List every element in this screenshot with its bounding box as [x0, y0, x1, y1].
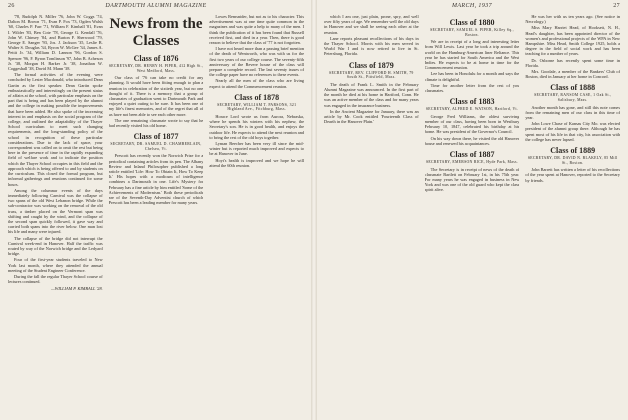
class-secretary: SECRETARY, REV. CLIFFORD H. SMITH, 79 South St., Pittsfield, Mass. — [329, 70, 414, 80]
paragraph: In the Ancient Magazine for January, there was an article by Mr. Cook entitled 'Fourteenth Class of Dearth in the Hanover Plain.' — [324, 108, 419, 125]
paragraph: '78, Rudolph N. Miller '76, John W. Coggs '74, Dalton M. Brown '71, Evan P. Fox '73, Ogden Walsh '60, Charles P. Farr '71, William F. Kimball '81, Evan I. Wilder '83, Ben Cote '78, George G. Kendall '76, John W. Chinsey '84, and Burton F. Sherwood '79, George E. Sanger '93, Jos. J. Jackson '35, Leslie B. Walter S. Douglas '34, Byron W. McGee '34, James A. Pettit Jr. '34, William D. Lannon '96, Gordon S. Spencer '96, F. Byron Tomlinson '97, John B. Acheson Jr. '38, Morgan H. Barker Jr. '38, Jonathan W. Coggeshall '38, David M. Mann '38. — [8, 14, 103, 72]
right-running-head — [324, 3, 620, 13]
left-column-1 — [8, 14, 103, 418]
paragraph: We are in receipt of a long and interesting letter from Will Lewis. Last year he took a trip around the world on the Hamburg-American liner Reliance. This year he has started for South America and the West Indies. He expects to be at home in time for the Commencement reunion. — [424, 39, 520, 71]
paragraph: Among the columnar events of the days immediately following Carnival was the collapse of two spans of the old West Lebanon bridge. While the sub-contractor was working on the removal of the old truss, a timber placed on the Vermont span was shifting and caught by the wind, and the collapse of the second span quickly followed, it gave way and carried both spans into the river below. One man lost his life and many were injured. — [8, 187, 103, 235]
left-running-head — [8, 3, 304, 13]
paragraph: The collapse of the bridge did not interrupt the Carnival week-end in Hanover. Half the traffic was routed by way of the Norwich bridge and the Ledyard bridge. — [8, 235, 103, 257]
paragraph: The formal activities of the evening were concluded by Lester Macdonald, who introduced Dean Gartin as the first speaker. Dean Gartin spoke enthusiastically and interestingly on the present status of affairs at the school, with particular emphasis on the part that is being and has been played by the alumni and the college in making possible the improvements that have been added. He also spoke of the increasing interest in and emphasis on the social program of the college, and outlined the adaptability of the Thayer School curriculum to meet such changing requirements, and the long-standing policy of the school in recognition of these particular considerations. Due to the lack of space, your correspondent was called on to omit the rest but being here in the presence of time in the rapidly expanding field of welfare work and to indicate the position which the Thayer School occupies in this field and the approach which is being offered to and by students on the curriculum. This closed the formal program, but informal gatherings and reunions continued for some hours. — [8, 72, 103, 187]
class-secretary: SECRETARY, WILLIAM T. PARSONS, 321 Highland Ave., Fitchburg, Mass. — [217, 102, 297, 112]
class-secretary: SECRETARY, ALFRED E. WATSON, Hartford, Vt. — [425, 107, 519, 112]
paragraph: The death of Frank L. Smith in the February Alumni Magazine was announced. In the first part of the month he died at his home in Hartford, Conn. He was an active member of the class and for many years was engaged in the insurance business. — [324, 81, 419, 108]
class-heading: Class of 1877 — [133, 132, 179, 142]
paragraph: Dr. Osborne has recently spent some time in Florida. — [525, 57, 621, 68]
class-heading: Class of 1889 — [550, 146, 596, 156]
paragraph: On his way down there, he visited the old Hanover house and renewed his acquaintances. — [424, 135, 520, 146]
paragraph: George Fred Williams, the oldest surviving member of our class, having been born in Westbury February 10, 1847, celebrated his birthday at his home. He was president of the Governor's Council. — [424, 113, 520, 135]
paragraph: Mrs. Goodale, a member of the Bankers' Club of Boston, died in January at her home in Concord. — [525, 69, 621, 80]
class-secretary: SECRETARY, DR. DAVID N. BLAKELY, 85 Mill St., Boston. — [527, 156, 618, 165]
class-heading: Class of 1887 — [449, 150, 495, 160]
paragraph: Nearly all the men of the class who are living expect to attend the Commencement reunion. — [209, 78, 305, 89]
right-page — [316, 0, 628, 420]
paragraph: Four of the first-year students traveled to New York last month, where they attended the annual meeting of the Student Engineer Conference. — [8, 257, 103, 273]
signature: —WILLIAM P. KIMBALL '28. — [50, 286, 103, 292]
paragraph: Time for another letter from the rest of you classmates. — [424, 82, 520, 94]
class-heading: Class of 1878 — [234, 92, 280, 102]
class-secretary: SECRETARY, DR. SAMUEL D. CHAMBERLAIN, Chelsea, Vt. — [110, 142, 202, 151]
left-running-title: DARTMOUTH ALUMNI MAGAZINE — [105, 3, 207, 9]
right-column-2 — [425, 14, 520, 418]
paragraph: Lee has been in Honolulu for a month and says the climate is delightful. — [424, 71, 520, 82]
class-heading: Class of 1888 — [550, 83, 596, 93]
class-secretary: SECRETARY, SAMUEL S. PIPER, Killey Sq., Boston. — [430, 28, 514, 37]
class-heading: Class of 1880 — [449, 18, 495, 27]
paragraph: The Secretary is in receipt of news of the death of classmate Bartlett on February 1st, in his 75th year. For many years he was engaged in business in New York and was one of the old guard who kept the class spirit alive. — [424, 166, 520, 193]
left-column-2 — [109, 14, 204, 418]
section-title: News from the Classes — [109, 16, 203, 49]
paragraph: Our class of '76 can take no credit for any planning. It would have been fitting enough to plan a reunion in celebration of the sixtieth year, but no one thought of it. There is a memory that a group of classmates of graduation went to Dartmouth Park and enjoyed a quiet outing to be sure. It has been one of my life's finest memories, and of the regret that all of us have not been able to see each other more. — [108, 75, 204, 117]
paragraph: I have not heard more than a passing brief mention of the death of Wentworth, who was with us for the first two years of our college course. The seventy-fifth anniversary of the Revere house of the class will prepare a complete record. The last seventy issues of the college paper have no references to these events. — [209, 46, 305, 78]
paragraph: Prescott has recently won the Norwich Prize for a periodical containing articles from its pen. The Albany Review and Inland Philosopher published a long article entitled 'Life: How To Obtain It, How To Keep It.' His hopes with a modicum of intelligence combines a Dartmouth in one. Life's Mystery for February has a fine article by him entitled 'Some of the Achievements of Modernism.' Both these periodicals are of the Seventh-Day Adventist church of which Prescott has been a leading member for many years. — [108, 153, 204, 206]
paragraph: Lyman Beecher has been very ill since the mid-winter but is reported much improved and expects to be at Hanover in June. — [209, 141, 305, 157]
left-page — [0, 0, 312, 420]
right-page-number: 27 — [613, 3, 620, 9]
class-secretary: SECRETARY, DR. HENRY H. PIPER, 412 High St., West Medford, Mass. — [108, 64, 204, 73]
paragraph: During the fall the regular Thayer School course of lectures continued. — [8, 273, 103, 285]
left-page-number: 26 — [8, 3, 15, 9]
paragraph: Horace Lord wrote us from Aurora, Nebraska, where he spends his winters with his nephew, the Secretary's son. He is in good health, and enjoys the outdoor life. He expects to attend the next reunion and to bring the rest of the old boys together. — [209, 114, 305, 140]
paragraph: John Lowe Chase of Kansas City Mo. was elected president of the alumni group there. Although he has spent most of his life in that city, his association with the college has never lapsed. — [525, 121, 621, 142]
paragraph: Another month has gone, and still this note comes from the remaining men of our class in this time of year. — [525, 104, 621, 121]
right-running-title: MARCH, 1937 — [451, 3, 493, 9]
class-heading: Class of 1876 — [133, 54, 179, 63]
paragraph: Hoyt's health is improved and we hope he will attend the 60th reunion. — [209, 157, 305, 168]
class-secretary: SECRETARY, RANSOM CASE, 1 Oak St., Salisbury, Mass. — [534, 93, 612, 103]
right-column-1 — [324, 14, 419, 418]
class-heading: Class of 1879 — [348, 60, 394, 70]
class-heading: Class of 1883 — [449, 97, 495, 107]
paragraph: The one remaining classmate wrote to say that he had recently visited his old home. — [108, 117, 204, 129]
paragraph: Lane reports pleasant recollections of his days in the Thayer School. Morris with his men served in World War I and is now retired to live in St. Petersburg, Florida. — [324, 35, 419, 57]
paragraph: which I am one, just plain, prone, spry, and well over fifty years of age. We remember well the old days in Hanover and we shall be seeing each other at the reunion. — [324, 14, 419, 35]
paragraph: Lowes Remsnider, but not as to his character. This advertisement was at one time quite common in the magazines and was quite a help to many of the men. I think the publication of it has been found that Russell received first, and died in a year. Then, there is good reason to believe that the class of '77 is not forgotten. — [209, 14, 305, 46]
right-column-3 — [525, 14, 620, 418]
class-secretary: SECRETARY, EMERSON RICE, Hyde Park, Mass. — [426, 160, 518, 165]
paragraph: John Barrett has written a letter of his recollections of the year spent at Hanover, reported to the Secretary by friends. — [525, 167, 621, 183]
paragraph: Miss Mary Harriet Head, of Hooksett, N. H., Head's daughter, has been appointed director of the women's and professional projects of the WPA in New Hampshire. Miss Head, Smith College 1925, holds a degree in the field of social work and has been teaching for a number of years. — [525, 25, 621, 57]
left-column-3 — [209, 14, 304, 418]
paragraph: He was her with us ten years ago. (See notice in Necrology.) — [525, 14, 621, 25]
